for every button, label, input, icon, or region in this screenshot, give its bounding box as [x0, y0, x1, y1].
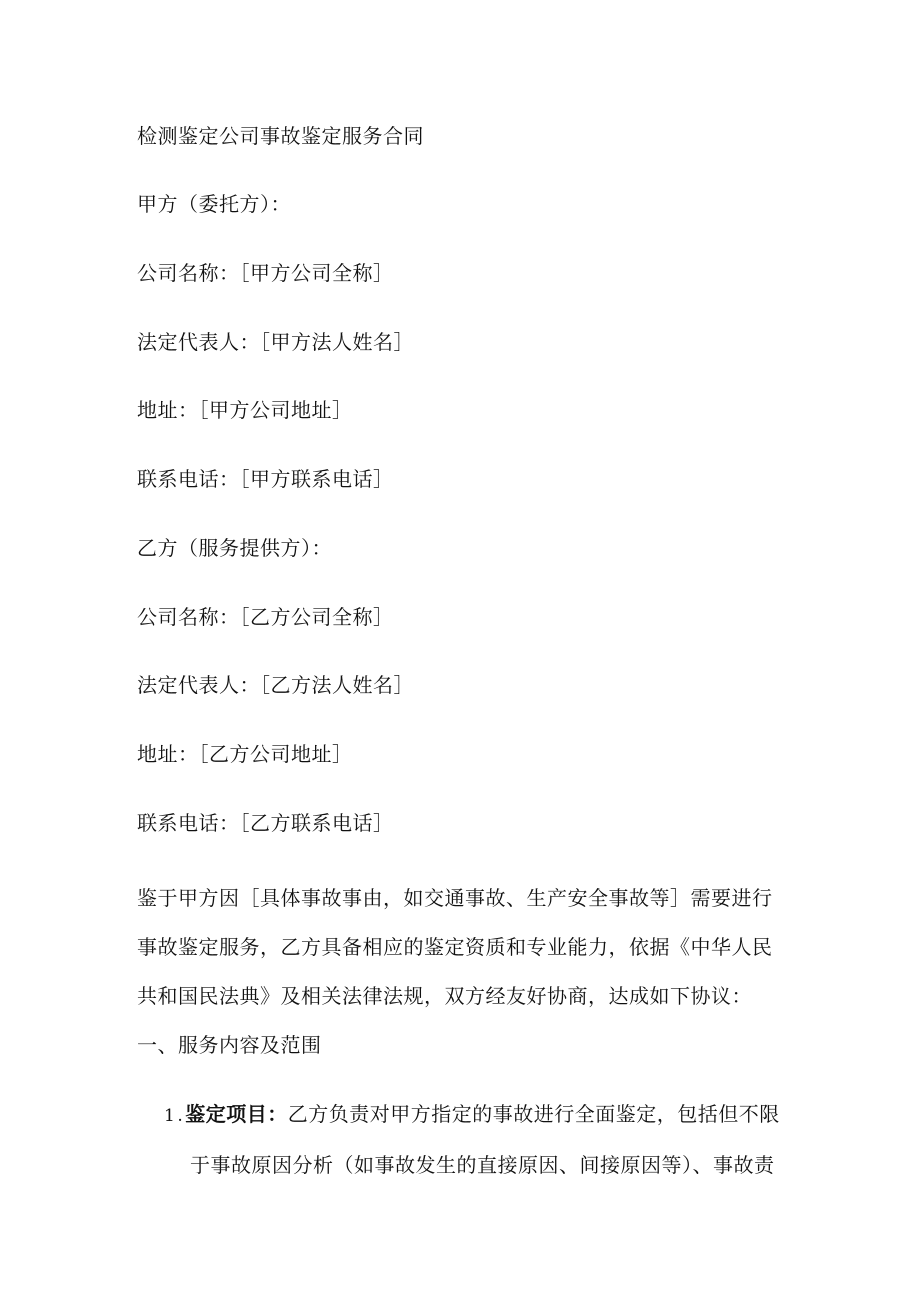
list-item-separator: .	[177, 1106, 184, 1126]
list-item-first-line	[164, 1090, 784, 1141]
preamble-paragraph: 鉴于甲方因［具体事故事由，如交通事故、生产安全事故等］需要进行事故鉴定服务，乙方具备相应的鉴定资质和专业能力，依据《中华人民共和国民法典》及相关法律法规，双方经友好协商，达成如下协议：一、服务内容及范围	[137, 886, 773, 1057]
list-item	[164, 1090, 784, 1190]
party-b-address: 地址：［乙方公司地址］	[137, 742, 353, 766]
party-a-address: 地址：［甲方公司地址］	[137, 398, 353, 422]
list-item-text-line1: 乙方负责对甲方指定的事故进行全面鉴定，包括但不限	[287, 1102, 780, 1126]
party-b-heading: 乙方（服务提供方）：	[137, 536, 332, 560]
document-title: 检测鉴定公司事故鉴定服务合同	[137, 124, 424, 148]
party-a-representative: 法定代表人：［甲方法人姓名］	[137, 330, 414, 354]
party-b-representative: 法定代表人：［乙方法人姓名］	[137, 673, 414, 697]
list-item-label: 鉴定项目：	[185, 1102, 288, 1126]
list-item-text-line2: 于事故原因分析（如事故发生的直接原因、间接原因等）、事故责	[190, 1153, 775, 1177]
list-item-number: 1	[164, 1106, 176, 1126]
party-a-company: 公司名称：［甲方公司全称］	[137, 261, 394, 285]
party-a-phone: 联系电话：［甲方联系电话］	[137, 467, 394, 491]
party-b-phone: 联系电话：［乙方联系电话］	[137, 811, 394, 835]
list-item-second-line	[164, 1141, 784, 1190]
party-b-company: 公司名称：［乙方公司全称］	[137, 605, 394, 629]
party-a-heading: 甲方（委托方）：	[137, 192, 291, 216]
